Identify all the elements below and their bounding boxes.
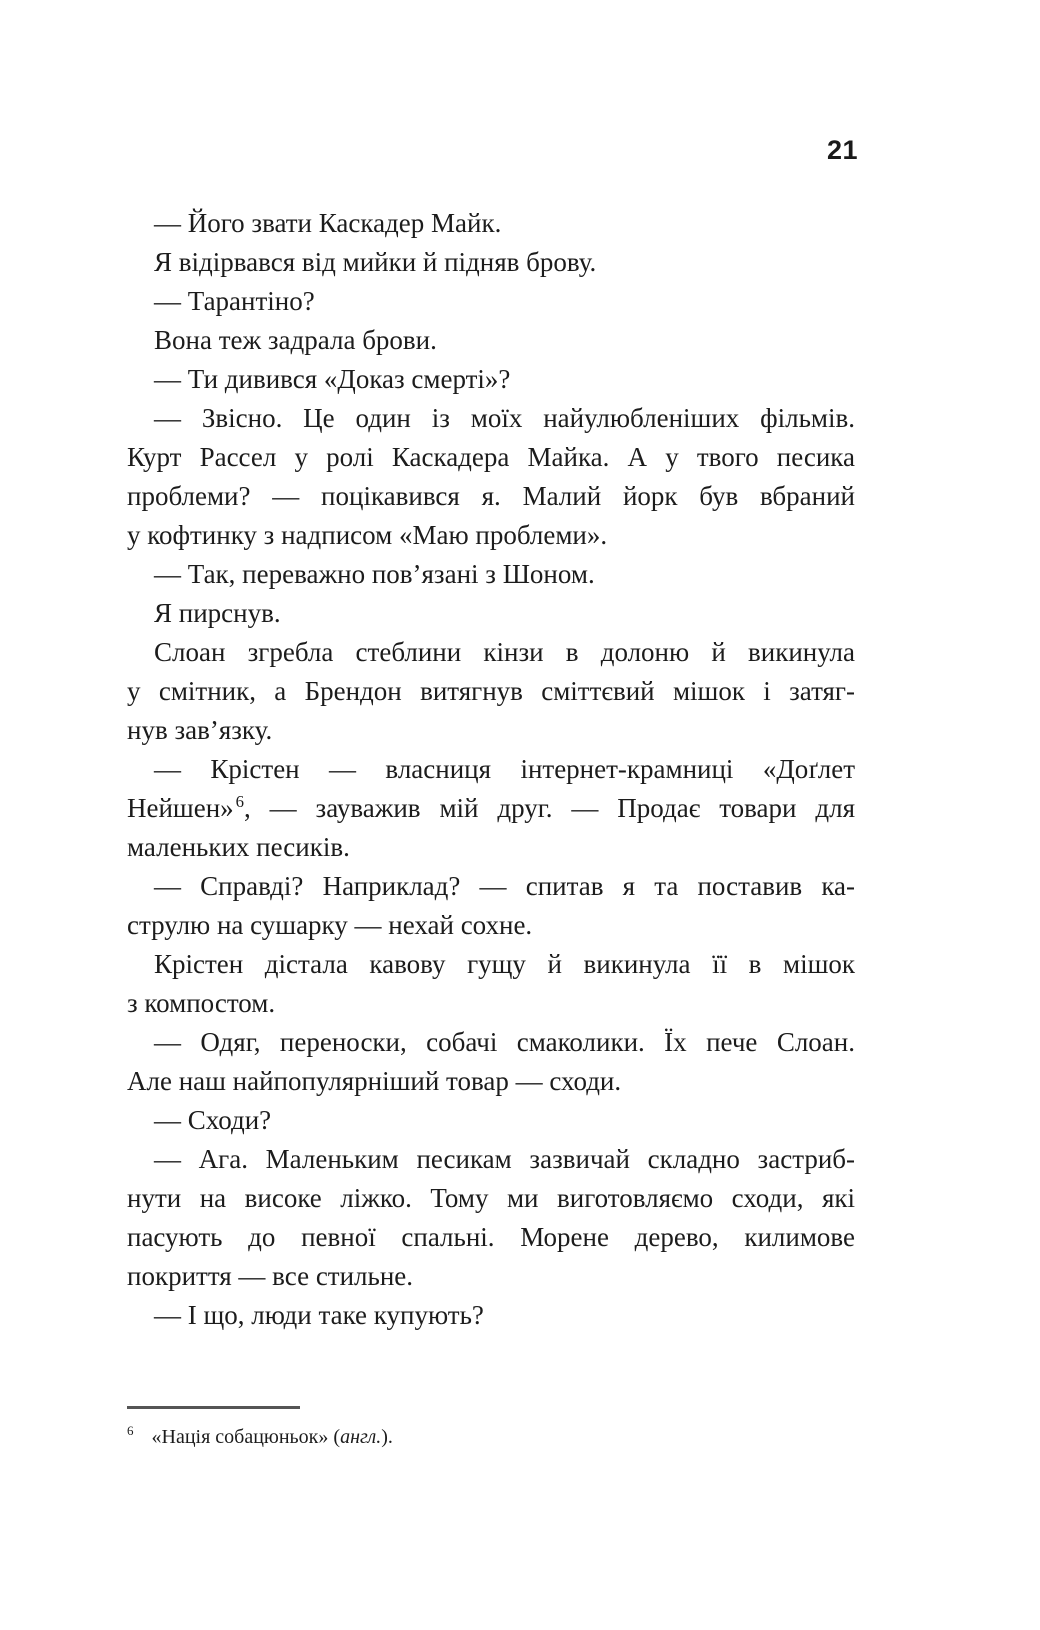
text-line: пасують до певної спальні. Морене дерево, килимове (127, 1222, 855, 1252)
page-number: 21 (826, 135, 858, 165)
text-line: — Сходи? (154, 1105, 272, 1135)
text-line: покриття — все стильне. (127, 1261, 414, 1291)
paragraph (127, 555, 855, 594)
text-line: Я відірвався від мийки й підняв брову. (154, 247, 597, 277)
text-line: проблеми? — поцікавився я. Малий йорк був вбраний (127, 481, 855, 511)
paragraph (127, 321, 855, 360)
text-line: — Його звати Каскадер Майк. (154, 208, 502, 238)
text-line: — Одяг, переноски, собачі смаколики. Їх пече Слоан. (154, 1027, 855, 1057)
paragraph (127, 1023, 855, 1101)
footnote-reference: 6 (235, 792, 245, 811)
paragraph (127, 1296, 855, 1335)
text-line: — Звісно. Це один із моїх найулюбленіших фільмів. (154, 403, 855, 433)
footnote: 6 «Нація собацюньок» (англ.). (127, 1423, 393, 1448)
body-text (127, 204, 855, 1335)
text-line: — Крістен — власниця інтернет-крамниці «Доґлет (154, 754, 855, 784)
paragraph (127, 282, 855, 321)
text-line: у смітник, а Брендон витягнув сміттєвий мішок і затяг- (127, 676, 855, 706)
paragraph (127, 1101, 855, 1140)
paragraph (127, 1140, 855, 1296)
text-line: нути на високе ліжко. Тому ми виготовляємо сходи, які (127, 1183, 855, 1213)
text-line: Курт Рассел у ролі Каскадера Майка. А у твого песика (127, 442, 855, 472)
text-line: у кофтинку з надписом «Маю проблеми». (127, 520, 608, 550)
text-line: маленьких песиків. (127, 832, 350, 862)
text-line: Слоан згребла стеблини кінзи в долоню й викинула (154, 637, 855, 667)
text-line: — І що, люди таке купують? (154, 1300, 484, 1330)
text-line: нув зав’язку. (127, 715, 273, 745)
paragraph (127, 360, 855, 399)
footnote-text: «Нація собацюньок» (англ.). (151, 1426, 393, 1448)
paragraph (127, 594, 855, 633)
text-line: Вона теж задрала брови. (154, 325, 437, 355)
footnote-divider (127, 1406, 300, 1409)
paragraph (127, 399, 855, 555)
paragraph (127, 204, 855, 243)
paragraph (127, 867, 855, 945)
paragraph (127, 243, 855, 282)
text-line: з компостом. (127, 988, 276, 1018)
paragraph (127, 633, 855, 750)
text-line: Я пирснув. (154, 598, 281, 628)
text-line: Нейшен» $^6$, — зауважив мій друг. — Продає товари для (127, 792, 855, 823)
text-line: — Ага. Маленьким песикам зазвичай складно застриб- (154, 1144, 855, 1174)
text-line: струлю на сушарку — нехай сохне. (127, 910, 533, 940)
paragraph (127, 750, 855, 867)
text-line: — Так, переважно пов’язані з Шоном. (154, 559, 595, 589)
text-line: — Справді? Наприклад? — спитав я та поставив ка- (154, 871, 855, 901)
text-line: — Ти дивився «Доказ смерті»? (154, 364, 511, 394)
footnote-language-italic: англ. (340, 1426, 382, 1448)
text-line: — Тарантіно? (154, 286, 315, 316)
text-line: Але наш найпопулярніший товар — сходи. (127, 1066, 622, 1096)
paragraph (127, 945, 855, 1023)
text-line: Крістен дістала кавову гущу й викинула її в мішок (154, 949, 855, 979)
